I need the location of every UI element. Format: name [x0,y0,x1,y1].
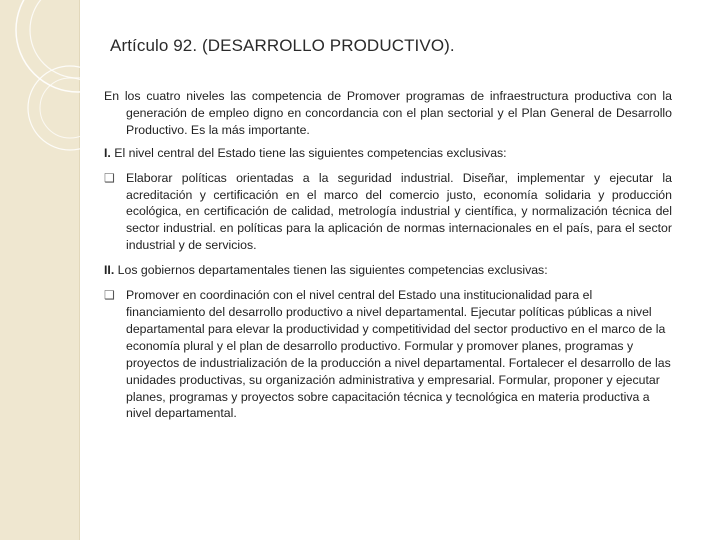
section-1-number: I. [104,145,111,160]
section-1-heading [104,145,672,162]
intro-paragraph: En los cuatro niveles las competencia de Promover programas de infraestructura productiva con la generación de empleo digno en concordancia con el plan sectorial y el Plan General de Desarrollo Productivo. Es la más importante. [104,89,672,137]
section-1-bullet [104,170,672,255]
section-1-bullet-text: Elaborar políticas orientadas a la seguridad industrial. Diseñar, implementar y ejecutar la acreditación y certificación en el marco del comercio justo, economía solidaria y producción ecológica, en certificación de calidad, metrología industrial y científica, y normalización técnica del sector industrial. en políticas para la aplicación de normas internacionales en el país, para el sector industrial y de servicios. [126,170,672,253]
decorative-side-band [0,0,80,540]
bullet-square-icon: ❑ [104,288,115,303]
section-1-heading-text: El nivel central del Estado tiene las siguientes competencias exclusivas: [110,145,507,160]
section-2-bullet-text: Promover en coordinación con el nivel central del Estado una institucionalidad para el financiamiento del desarrollo productivo a nivel departamental. Ejecutar políticas públicas a nivel departamental para elevar la productividad y competitividad del sector productivo en el marco de la economía plural y el plan de desarrollo productivo. Formular y promover planes, programas y proyectos de industrialización de la producción a nivel departamental. Fortalecer el desarrollo de las unidades productivas, su organización administrativa y empresarial. Formular, proponer y ejecutar planes, programas y proyectos sobre capacitación técnica y tecnológica en materia productiva a nivel departamental. [126,288,671,421]
section-2-heading [104,262,672,279]
bullet-square-icon: ❑ [104,170,115,185]
section-2-bullet [104,287,672,422]
section-2-heading-text: Los gobiernos departamentales tienen las siguientes competencias exclusivas: [114,263,548,278]
slide-body [104,88,672,430]
slide-title: Artículo 92. (DESARROLLO PRODUCTIVO). [110,36,455,55]
section-2-number: II. [104,263,115,278]
